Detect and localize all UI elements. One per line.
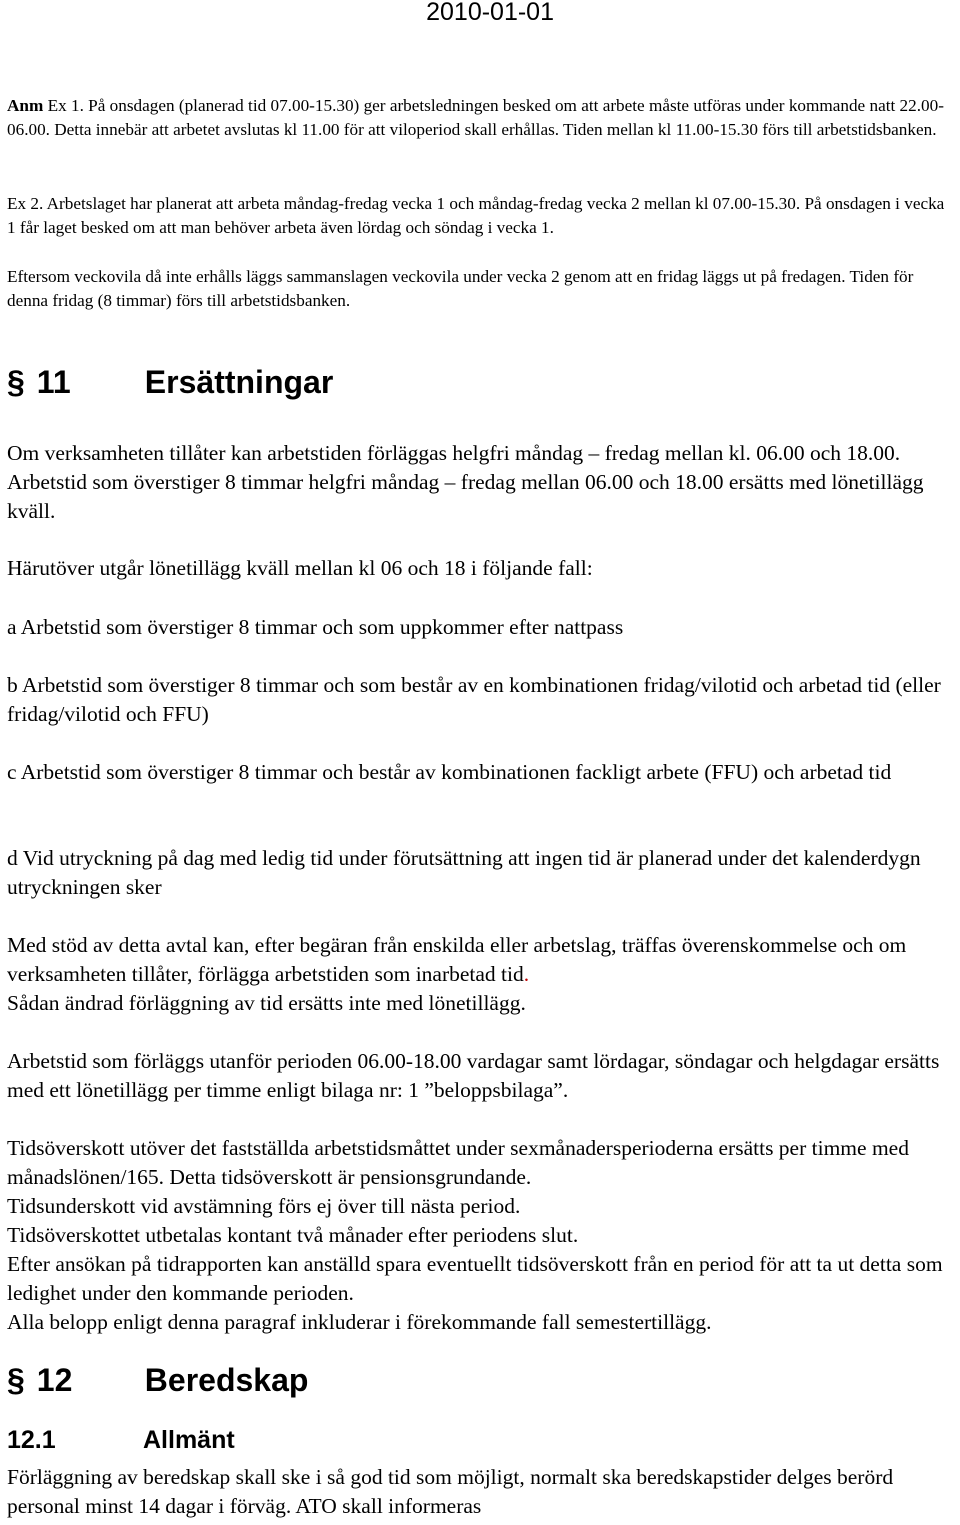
- anm-label: Anm: [7, 96, 44, 115]
- list-item-b: b Arbetstid som överstiger 8 timmar och som består av en kombinationen fridag/vilotid och arbetad tid (eller fridag/vilotid och FFU): [7, 673, 941, 726]
- section-symbol: §: [7, 364, 25, 400]
- section-symbol: §: [7, 1362, 25, 1398]
- section-11-paragraph-4: Arbetstid som förläggs utanför perioden 06.00-18.00 vardagar samt lördagar, söndagar och helgdagar ersätts med ett lönetillägg per timme enligt bilaga nr: 1 ”beloppsbilaga”.: [7, 1049, 940, 1102]
- section-11-paragraph-2: Härutöver utgår lönetillägg kväll mellan kl 06 och 18 i följande fall:: [7, 556, 593, 580]
- section-11-paragraph-5: [7, 1134, 952, 1337]
- section-number: 12: [36, 1362, 73, 1398]
- section-title: Ersättningar: [144, 364, 334, 400]
- section-12-paragraph-1: Förläggning av beredskap skall ske i så god tid som möjligt, normalt ska beredskapstider delges berörd personal minst 14 dagar i förväg. ATO skall informeras: [7, 1465, 894, 1518]
- paragraph-5-line-3: Tidsöverskottet utbetalas kontant två månader efter periodens slut.: [7, 1223, 579, 1247]
- subsection-title: Allmänt: [143, 1426, 235, 1454]
- paragraph-5-line-4: Efter ansökan på tidrapporten kan anställd spara eventuellt tidsöverskott från en period för att ta ut detta som ledighet under den kommande perioden.: [7, 1252, 943, 1305]
- section-11-paragraph-1: Om verksamheten tillåter kan arbetstiden förläggas helgfri måndag – fredag mellan kl. 06.00 och 18.00. Arbetstid som överstiger 8 timmar helgfri måndag – fredag mellan 06.00 och 18.00 ersätts med lönetillägg kväll.: [7, 441, 924, 523]
- header-date: 2010-01-01: [426, 0, 554, 26]
- section-11-heading: [7, 364, 333, 401]
- section-number: 11: [36, 364, 71, 400]
- paragraph-3-text: Med stöd av detta avtal kan, efter begäran från enskilda eller arbetslag, träffas överenskommelse och om verksamheten tillåter, förlägga arbetstiden som inarbetad tid: [7, 933, 907, 986]
- list-item-d: d Vid utryckning på dag med ledig tid under förutsättning att ingen tid är planerad under det kalenderdygn utryckningen sker: [7, 846, 921, 899]
- paragraph-5-line-1: Tidsöverskott utöver det fastställda arbetstidsmåttet under sexmånadersperioderna ersätts per timme med månadslönen/165. Detta tidsöverskott är pensionsgrundande.: [7, 1136, 909, 1189]
- paragraph-3-red-period: .: [523, 962, 530, 986]
- anm-example-2-continued: Eftersom veckovila då inte erhålls läggs sammanslagen veckovila under vecka 2 genom att en fridag läggs ut på fredagen. Tiden för denna fridag (8 timmar) förs till arbetstidsbanken.: [7, 267, 914, 311]
- section-11-paragraph-3: [7, 931, 952, 1018]
- anm-example-1: [7, 94, 947, 143]
- list-item-a: a Arbetstid som överstiger 8 timmar och som uppkommer efter nattpass: [7, 615, 624, 639]
- section-12-heading: [7, 1362, 308, 1399]
- subsection-12-1-heading: [7, 1426, 235, 1455]
- list-item-c: c Arbetstid som överstiger 8 timmar och består av kombinationen fackligt arbete (FFU) och arbetad tid: [7, 760, 892, 784]
- paragraph-3-end: Sådan ändrad förläggning av tid ersätts inte med lönetillägg.: [7, 991, 526, 1015]
- paragraph-5-line-2: Tidsunderskott vid avstämning förs ej över till nästa period.: [7, 1194, 521, 1218]
- anm-example-1-text: Ex 1. På onsdagen (planerad tid 07.00-15.30) ger arbetsledningen besked om att arbete måste utföras under kommande natt 22.00-06.00. Detta innebär att arbetet avslutas kl 11.00 för att viloperiod skall erhållas. Tiden mellan kl 11.00-15.30 förs till arbetstidsbanken.: [7, 96, 944, 140]
- section-title: Beredskap: [144, 1362, 309, 1398]
- paragraph-5-line-5: Alla belopp enligt denna paragraf inkluderar i förekommande fall semestertillägg.: [7, 1310, 712, 1334]
- anm-example-2: Ex 2. Arbetslaget har planerat att arbeta måndag-fredag vecka 1 och måndag-fredag vecka 2 mellan kl 07.00-15.30. På onsdagen i vecka 1 får laget besked om att man behöver arbeta även lördag och söndag i vecka 1.: [7, 194, 945, 238]
- subsection-number: 12.1: [7, 1426, 56, 1454]
